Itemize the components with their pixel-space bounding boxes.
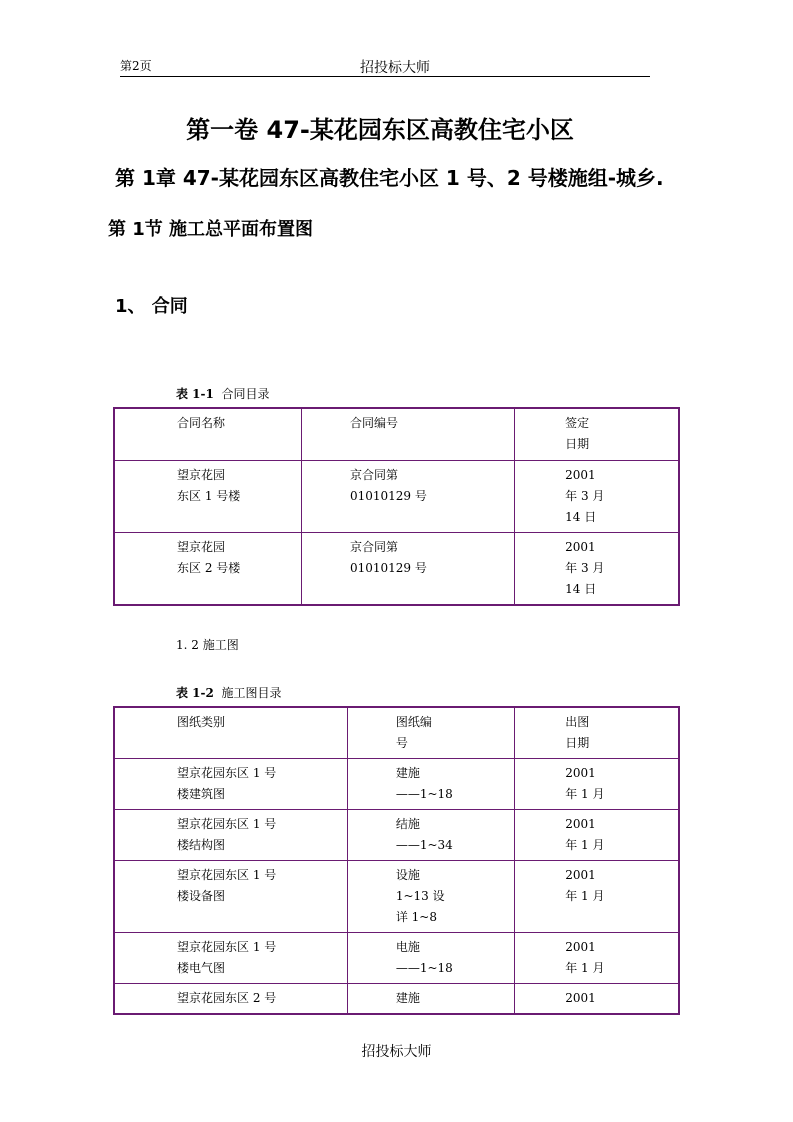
table-cell bbox=[515, 408, 679, 460]
table-cell bbox=[301, 532, 514, 605]
cell-line: 日期 bbox=[565, 736, 590, 750]
cell-line: 望京花园 bbox=[177, 539, 226, 554]
table2-caption-text: 施工图目录 bbox=[221, 686, 282, 700]
cell-line: 年 1 月 bbox=[565, 838, 605, 852]
cell-line: 东区 2 号楼 bbox=[177, 560, 241, 575]
table-cell bbox=[347, 810, 514, 861]
contract-table bbox=[113, 407, 680, 606]
table-cell bbox=[301, 408, 514, 460]
cell-line: 出图 bbox=[565, 715, 590, 729]
table-cell bbox=[114, 861, 347, 933]
chapter-title: 第 1章 47-某花园东区高教住宅小区 1 号、2 号楼施组-城乡. bbox=[115, 166, 664, 190]
section-title: 第 1节 施工总平面布置图 bbox=[108, 219, 314, 240]
cell-line: 楼电气图 bbox=[177, 961, 226, 975]
table2-header-row bbox=[114, 707, 679, 759]
cell-line: 设施 bbox=[395, 868, 420, 882]
footer-text: 招投标大师 bbox=[361, 1044, 432, 1060]
cell-line: 2001 bbox=[565, 940, 596, 954]
table-cell bbox=[515, 810, 679, 861]
table1-caption-text: 合同目录 bbox=[221, 387, 270, 401]
table-cell bbox=[515, 707, 679, 759]
cell-line: 年 3 月 bbox=[565, 488, 605, 503]
table1-header-row bbox=[114, 408, 679, 460]
table-cell bbox=[515, 861, 679, 933]
cell-line: ——1~18 bbox=[395, 787, 453, 801]
cell-line: 电施 bbox=[395, 940, 420, 954]
cell-line: 建施 bbox=[395, 991, 420, 1005]
table-cell bbox=[301, 460, 514, 532]
cell-line: 签定 bbox=[565, 416, 590, 430]
header-title: 招投标大师 bbox=[360, 60, 430, 76]
cell-line: 年 1 月 bbox=[565, 787, 605, 801]
cell-line: 望京花园东区 1 号 bbox=[177, 817, 277, 831]
table-cell bbox=[347, 984, 514, 1015]
subsection-title: 1. 2 施工图 bbox=[176, 638, 239, 652]
table1-caption-label: 表 1-1 bbox=[176, 387, 214, 401]
cell-line: ——1~18 bbox=[395, 961, 453, 975]
table-cell bbox=[114, 984, 347, 1015]
table2-caption-label: 表 1-2 bbox=[176, 686, 214, 700]
cell-line: 望京花园东区 2 号 bbox=[177, 991, 277, 1005]
cell-line: 楼设备图 bbox=[177, 889, 226, 903]
cell-line: 图纸编 bbox=[395, 715, 432, 729]
cell-line: 1~13 设 bbox=[395, 889, 445, 903]
cell-line: 望京花园东区 1 号 bbox=[177, 940, 277, 954]
cell-line: 望京花园东区 1 号 bbox=[177, 766, 277, 780]
cell-line: 详 1~8 bbox=[395, 910, 437, 924]
table-cell bbox=[114, 810, 347, 861]
cell-line: 望京花园 bbox=[177, 467, 226, 482]
cell-line: 2001 bbox=[565, 539, 596, 554]
header-page-number: 第2页 bbox=[120, 59, 152, 73]
table-cell bbox=[515, 460, 679, 532]
volume-title: 第一卷 47-某花园东区高教住宅小区 bbox=[186, 116, 574, 144]
table-cell bbox=[114, 707, 347, 759]
cell-line: 合同名称 bbox=[177, 416, 226, 430]
cell-line: 2001 bbox=[565, 868, 596, 882]
drawing-table-body bbox=[114, 707, 679, 1014]
table-row bbox=[114, 759, 679, 810]
cell-line: 楼结构图 bbox=[177, 838, 226, 852]
cell-line: 合同编号 bbox=[349, 416, 398, 430]
table-row bbox=[114, 984, 679, 1015]
table-row bbox=[114, 861, 679, 933]
table-cell bbox=[347, 861, 514, 933]
cell-line: 结施 bbox=[395, 817, 420, 831]
cell-line: 01010129 号 bbox=[349, 560, 427, 575]
table-row bbox=[114, 460, 679, 532]
table-cell bbox=[347, 759, 514, 810]
table-cell bbox=[114, 408, 301, 460]
cell-line: 日期 bbox=[565, 437, 590, 451]
table-cell bbox=[114, 460, 301, 532]
cell-line: 图纸类别 bbox=[177, 715, 226, 729]
table-cell bbox=[114, 759, 347, 810]
cell-line: 2001 bbox=[565, 467, 596, 482]
cell-line: 年 1 月 bbox=[565, 889, 605, 903]
cell-line: 2001 bbox=[565, 766, 596, 780]
cell-line: 京合同第 bbox=[349, 539, 398, 554]
table1-caption bbox=[176, 385, 270, 402]
table-cell bbox=[515, 984, 679, 1015]
cell-line: 2001 bbox=[565, 817, 596, 831]
cell-line: 年 1 月 bbox=[565, 961, 605, 975]
table2-caption bbox=[176, 684, 282, 701]
table-cell bbox=[347, 707, 514, 759]
table-row bbox=[114, 933, 679, 984]
drawing-table bbox=[113, 706, 680, 1015]
cell-line: 望京花园东区 1 号 bbox=[177, 868, 277, 882]
cell-line: 号 bbox=[395, 736, 408, 750]
table-row bbox=[114, 532, 679, 605]
cell-line: 14 日 bbox=[565, 509, 597, 524]
table-cell bbox=[114, 933, 347, 984]
cell-line: 14 日 bbox=[565, 581, 597, 596]
item-title: 1、 合同 bbox=[115, 296, 188, 317]
table-cell bbox=[114, 532, 301, 605]
table-cell bbox=[515, 532, 679, 605]
table-cell bbox=[347, 933, 514, 984]
cell-line: 建施 bbox=[395, 766, 420, 780]
table-row bbox=[114, 810, 679, 861]
cell-line: 京合同第 bbox=[349, 467, 398, 482]
cell-line: ——1~34 bbox=[395, 838, 453, 852]
cell-line: 楼建筑图 bbox=[177, 787, 226, 801]
table-cell bbox=[515, 933, 679, 984]
table-cell bbox=[515, 759, 679, 810]
cell-line: 东区 1 号楼 bbox=[177, 488, 241, 503]
contract-table-body bbox=[114, 408, 679, 605]
cell-line: 年 3 月 bbox=[565, 560, 605, 575]
cell-line: 01010129 号 bbox=[349, 488, 427, 503]
cell-line: 2001 bbox=[565, 991, 596, 1005]
header-rule bbox=[120, 76, 650, 77]
